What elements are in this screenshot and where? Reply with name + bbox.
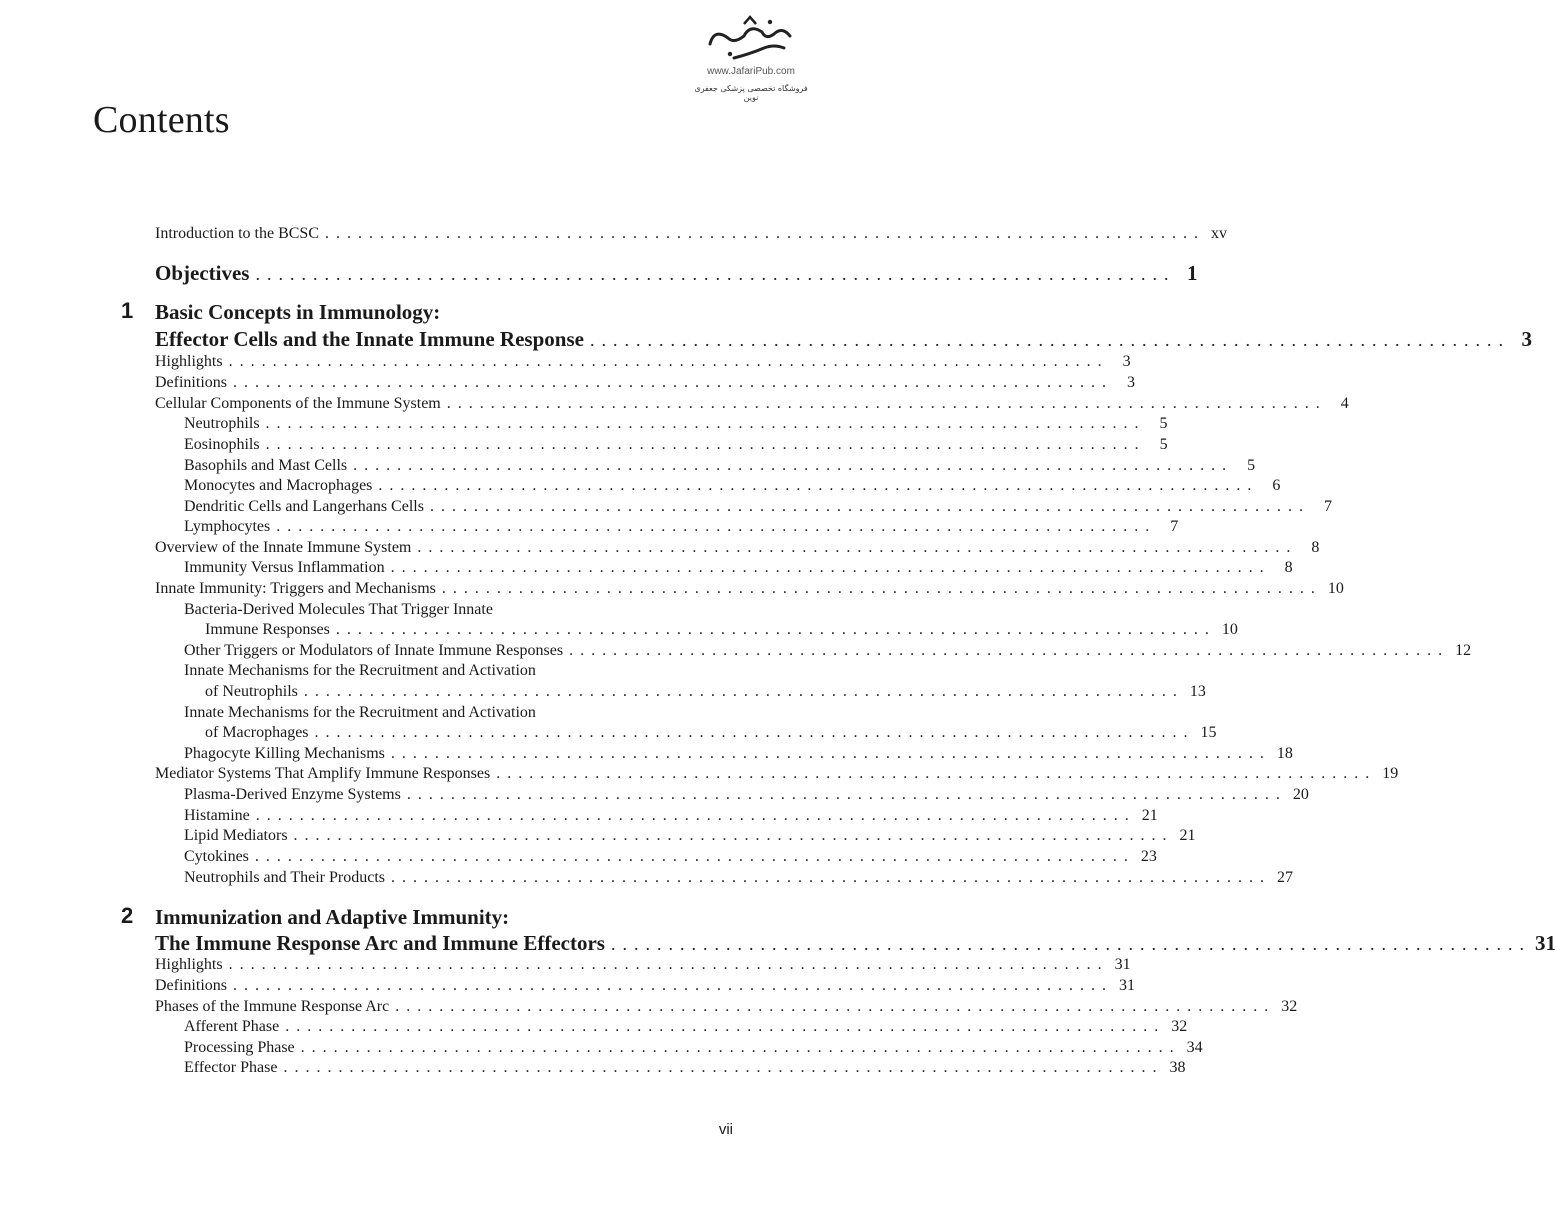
toc-entry-page: 5	[1247, 457, 1256, 474]
toc-entry-page: 8	[1311, 539, 1320, 556]
toc-entry-label: Objectives	[155, 261, 250, 285]
dot-leader: ................................................................................	[228, 353, 1109, 370]
chapter-title[interactable]: Basic Concepts in Immunology:	[155, 300, 441, 324]
toc-entry-page: 23	[1140, 848, 1157, 865]
toc-entry[interactable]	[184, 497, 1332, 517]
toc-entry-page: 6	[1272, 477, 1281, 494]
toc-entry-label: Overview of the Innate Immune System	[155, 539, 412, 556]
toc-entry-label: Effector Phase	[184, 1059, 278, 1076]
toc-entry-page: 31	[1119, 977, 1135, 994]
toc-entry-page: 8	[1284, 559, 1293, 576]
dot-leader: ................................................................................	[255, 264, 1176, 284]
toc-entry-page: 38	[1169, 1059, 1186, 1076]
toc-entry[interactable]	[184, 1058, 1186, 1078]
toc-entry[interactable]	[155, 373, 1135, 393]
toc-entry-page: 18	[1276, 745, 1293, 762]
toc-entry[interactable]	[205, 682, 1206, 702]
toc-entry-page: 5	[1159, 436, 1168, 453]
toc-entry-label: Neutrophils	[184, 415, 260, 432]
toc-entry-page: 3	[1122, 353, 1131, 370]
chapter-title-row[interactable]	[155, 930, 1556, 956]
dot-leader: ................................................................................	[265, 415, 1146, 432]
publisher-logo	[686, 14, 816, 100]
toc-entry[interactable]	[205, 723, 1217, 743]
toc-entry-label: Innate Immunity: Triggers and Mechanisms	[155, 580, 436, 597]
page-title: Contents	[93, 99, 230, 141]
toc-entry-page: 20	[1292, 786, 1309, 803]
dot-leader: ................................................................................	[496, 765, 1377, 782]
dot-leader: ................................................................................	[325, 225, 1205, 242]
toc-entry-page: 10	[1327, 580, 1344, 597]
toc-entry-page: 32	[1171, 1018, 1188, 1035]
toc-entry-label: Histamine	[184, 807, 250, 824]
dot-leader: ................................................................................	[265, 436, 1146, 453]
dot-leader: ................................................................................	[589, 330, 1510, 350]
dot-leader: ................................................................................	[300, 1039, 1181, 1056]
toc-entry-label: Neutrophils and Their Products	[184, 869, 386, 886]
toc-entry[interactable]	[184, 558, 1293, 578]
chapter-title-line2: The Immune Response Arc and Immune Effectors	[155, 931, 605, 955]
toc-entry-label: Cellular Components of the Immune System	[155, 395, 441, 412]
dot-leader: ................................................................................	[390, 559, 1271, 576]
dot-leader: ................................................................................	[391, 869, 1272, 886]
dot-leader: ................................................................................	[569, 642, 1450, 659]
dot-leader: ................................................................................	[233, 977, 1113, 994]
toc-entry[interactable]	[184, 806, 1158, 826]
toc-entry[interactable]	[184, 517, 1179, 537]
toc-entry[interactable]	[184, 1017, 1188, 1037]
dot-leader: ................................................................................	[429, 498, 1310, 515]
toc-entry-label: Cytokines	[184, 848, 249, 865]
toc-entry-label: of Neutrophils	[205, 683, 298, 700]
dot-leader: ................................................................................	[610, 934, 1531, 954]
toc-entry[interactable]	[184, 744, 1293, 764]
toc-entry-label: Lymphocytes	[184, 518, 271, 535]
dot-leader: ................................................................................	[314, 724, 1195, 741]
toc-entry-label: Definitions	[155, 977, 227, 994]
dot-leader: ................................................................................	[233, 374, 1113, 391]
toc-entry[interactable]	[155, 579, 1344, 599]
toc-entry[interactable]	[184, 456, 1256, 476]
toc-entry-label: Other Triggers or Modulators of Innate Immune Responses	[184, 642, 564, 659]
toc-entry-page: 5	[1159, 415, 1168, 432]
dot-leader: ................................................................................	[353, 457, 1234, 474]
toc-entry[interactable]	[155, 976, 1135, 996]
chapter-title-line2: Effector Cells and the Innate Immune Response	[155, 327, 584, 351]
toc-entry-label: Eosinophils	[184, 436, 260, 453]
chapter-title-row[interactable]	[155, 326, 1532, 352]
toc-entry[interactable]	[205, 620, 1238, 640]
toc-entry-page: 27	[1277, 869, 1294, 886]
chapter-number: 1	[121, 298, 134, 323]
toc-entry-label: Dendritic Cells and Langerhans Cells	[184, 498, 424, 515]
toc-entry-label: Definitions	[155, 374, 227, 391]
toc-entry[interactable]	[155, 394, 1349, 414]
toc-entry-label: Processing Phase	[184, 1039, 295, 1056]
toc-entry[interactable]	[155, 352, 1131, 372]
toc-entry-label-line1[interactable]: Bacteria-Derived Molecules That Trigger Innate	[184, 601, 493, 618]
toc-entry[interactable]	[155, 997, 1298, 1017]
dot-leader: ................................................................................	[254, 848, 1135, 865]
toc-entry[interactable]	[184, 868, 1294, 888]
toc-entry-objectives[interactable]	[155, 260, 1198, 286]
chapter-page: 31	[1534, 931, 1556, 955]
dot-leader: ................................................................................	[293, 827, 1174, 844]
toc-entry-page: 1	[1186, 261, 1198, 285]
dot-leader: ................................................................................	[255, 807, 1136, 824]
dot-leader: ................................................................................	[283, 1059, 1164, 1076]
dot-leader: ................................................................................	[335, 621, 1216, 638]
toc-entry[interactable]	[184, 641, 1472, 661]
toc-entry-label: Phases of the Immune Response Arc	[155, 998, 390, 1015]
toc-entry[interactable]	[184, 826, 1196, 846]
toc-entry-label-line1[interactable]: Innate Mechanisms for the Recruitment and Activation	[184, 662, 536, 679]
toc-entry-page: 15	[1200, 724, 1217, 741]
toc-entry[interactable]	[184, 414, 1168, 434]
toc-entry-label: Plasma-Derived Enzyme Systems	[184, 786, 401, 803]
dot-leader: ................................................................................	[228, 956, 1109, 973]
toc-entry[interactable]	[184, 1038, 1203, 1058]
toc-entry[interactable]	[184, 476, 1281, 496]
toc-entry-page: 21	[1141, 807, 1158, 824]
publisher-url: www.JafariPub.com	[707, 66, 795, 77]
toc-entry-label: Phagocyte Killing Mechanisms	[184, 745, 385, 762]
dot-leader: ................................................................................	[441, 580, 1322, 597]
toc-entry-page: 4	[1340, 395, 1349, 412]
toc-entry-page: xv	[1211, 225, 1227, 242]
dot-leader: ................................................................................	[303, 683, 1184, 700]
page-number: vii	[718, 1121, 733, 1138]
dot-leader: ................................................................................	[378, 477, 1259, 494]
toc-entry[interactable]	[184, 785, 1309, 805]
dot-leader: ................................................................................	[417, 539, 1298, 556]
toc-entry[interactable]	[155, 538, 1320, 558]
chapter-title[interactable]: Immunization and Adaptive Immunity:	[155, 905, 510, 929]
publisher-tagline: فروشگاه تخصصی پزشکی جعفری نوین	[694, 84, 808, 102]
toc-entry-label: Mediator Systems That Amplify Immune Responses	[155, 765, 491, 782]
toc-entry-page: 12	[1455, 642, 1472, 659]
toc-entry-label: Lipid Mediators	[184, 827, 288, 844]
toc-entry-page: 3	[1127, 374, 1135, 391]
toc-entry-label: Afferent Phase	[184, 1018, 280, 1035]
toc-entry[interactable]	[155, 955, 1131, 975]
toc-entry-page: 13	[1189, 683, 1206, 700]
toc-entry-label: Monocytes and Macrophages	[184, 477, 373, 494]
toc-entry[interactable]	[155, 764, 1399, 784]
dot-leader: ................................................................................	[285, 1018, 1166, 1035]
chapter-page: 3	[1521, 327, 1532, 351]
toc-entry-page: 31	[1114, 956, 1131, 973]
toc-entry-page: 7	[1323, 498, 1332, 515]
toc-entry-label: Introduction to the BCSC	[155, 225, 319, 242]
toc-entry[interactable]	[184, 847, 1157, 867]
dot-leader: ................................................................................	[395, 998, 1276, 1015]
dot-leader: ................................................................................	[446, 395, 1327, 412]
toc-entry-page: 34	[1186, 1039, 1203, 1056]
toc-entry-label-line1[interactable]: Innate Mechanisms for the Recruitment and Activation	[184, 704, 536, 721]
jafari-logo-icon	[704, 14, 796, 64]
toc-entry-label: Immune Responses	[205, 621, 330, 638]
toc-entry-page: 21	[1179, 827, 1196, 844]
toc-entry[interactable]	[184, 435, 1168, 455]
toc-entry-label: of Macrophages	[205, 724, 309, 741]
toc-entry-page: 10	[1221, 621, 1238, 638]
toc-entry-label: Highlights	[155, 956, 223, 973]
toc-entry-page: 32	[1281, 998, 1298, 1015]
toc-entry-introduction[interactable]	[155, 224, 1227, 244]
toc-entry-label: Basophils and Mast Cells	[184, 457, 348, 474]
toc-entry-label: Highlights	[155, 353, 223, 370]
dot-leader: ................................................................................	[276, 518, 1157, 535]
toc-entry-page: 19	[1382, 765, 1399, 782]
chapter-number: 2	[121, 903, 134, 928]
dot-leader: ................................................................................	[406, 786, 1287, 803]
toc-entry-page: 7	[1170, 518, 1179, 535]
dot-leader: ................................................................................	[390, 745, 1271, 762]
toc-entry-label: Immunity Versus Inflammation	[184, 559, 385, 576]
